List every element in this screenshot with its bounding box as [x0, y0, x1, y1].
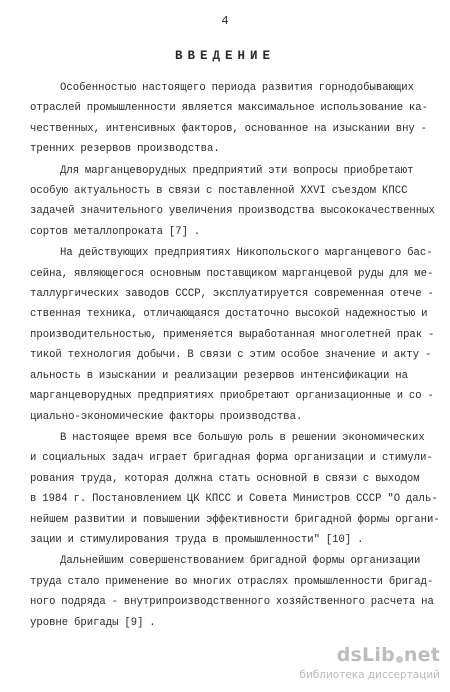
- text-line: тикой технология добычи. В связи с этим особое значение и акту -: [30, 349, 432, 362]
- text-line: циально-экономические факторы производства.: [30, 410, 303, 423]
- text-line: сейна, являющегося основным поставщиком марганцевой руды для ме-: [30, 267, 434, 280]
- text-line: труда стало применение во многих отраслях промышленности бригад-: [30, 575, 434, 588]
- text-line: производительностью, применяется выработанная многолетней прак -: [30, 328, 435, 341]
- text-line: зации и стимулирования труда в промышленности" [10] .: [30, 533, 364, 546]
- text-line: альность в изыскании и реализации резервов интенсификации на: [30, 369, 408, 382]
- text-line: На действующих предприятиях Никопольского марганцевого бас-: [60, 247, 433, 260]
- watermark-logo-right: net: [403, 644, 440, 666]
- paragraph-5: [30, 551, 434, 633]
- paragraph-1: [30, 78, 429, 160]
- text-line: задачей значительного увеличения производства высококачественных: [30, 205, 435, 218]
- text-line: ного подряда - внутрипроизводственного хозяйственного расчета на: [30, 596, 434, 609]
- watermark-logo-left: dsLib: [336, 644, 395, 666]
- watermark-dot-icon: [396, 656, 403, 663]
- text-line: ственная техника, отличающаяся достаточно высокой надежностью и: [30, 308, 428, 321]
- body-text: [30, 78, 440, 633]
- section-title: ВВЕДЕНИЕ: [174, 49, 275, 63]
- text-line: и социальных задач играет бригадная форма организации и стимули-: [30, 452, 433, 465]
- text-line: чественных, интенсивных факторов, основанное на изыскании вну -: [30, 122, 428, 135]
- text-line: отраслей промышленности является максимальное использование ка-: [30, 102, 429, 115]
- watermark-subtitle: библиотека диссертаций: [299, 669, 440, 681]
- text-line: Особенностью настоящего периода развития горнодобывающих: [60, 82, 415, 94]
- paragraph-4: [30, 428, 440, 550]
- paragraph-3: [30, 243, 435, 427]
- text-line: марганцеворудных предприятиях приобретают организационные и со -: [30, 390, 434, 403]
- text-line: Дальнейшим совершенствованием бригадной формы организации: [60, 555, 421, 568]
- text-line: тренних резервов производства.: [30, 143, 220, 156]
- text-line: особую актуальность в связи с поставленной XXVI съездом КПСС: [30, 185, 408, 198]
- text-line: таллургических заводов СССР, эксплуатируется современная отече -: [30, 288, 434, 301]
- text-line: сортов металлопроката [7] .: [30, 225, 201, 238]
- text-line: нейшем развитии и повышении эффективности бригадной формы органи-: [30, 513, 440, 526]
- text-line: рования труда, которая должна стать основной в связи с выходом: [30, 472, 420, 485]
- paragraph-2: [30, 161, 435, 243]
- watermark: [280, 644, 440, 686]
- page-number: 4: [221, 14, 229, 28]
- watermark-logo: [337, 644, 440, 666]
- text-line: в 1984 г. Постановлением ЦК КПСС и Совета Министров СССР "О даль-: [30, 493, 438, 506]
- text-line: Для марганцеворудных предприятий эти вопросы приобретают: [60, 164, 414, 177]
- text-line: уровне бригады [9] .: [30, 616, 156, 629]
- text-line: В настоящее время все большую роль в решении экономических: [60, 431, 425, 444]
